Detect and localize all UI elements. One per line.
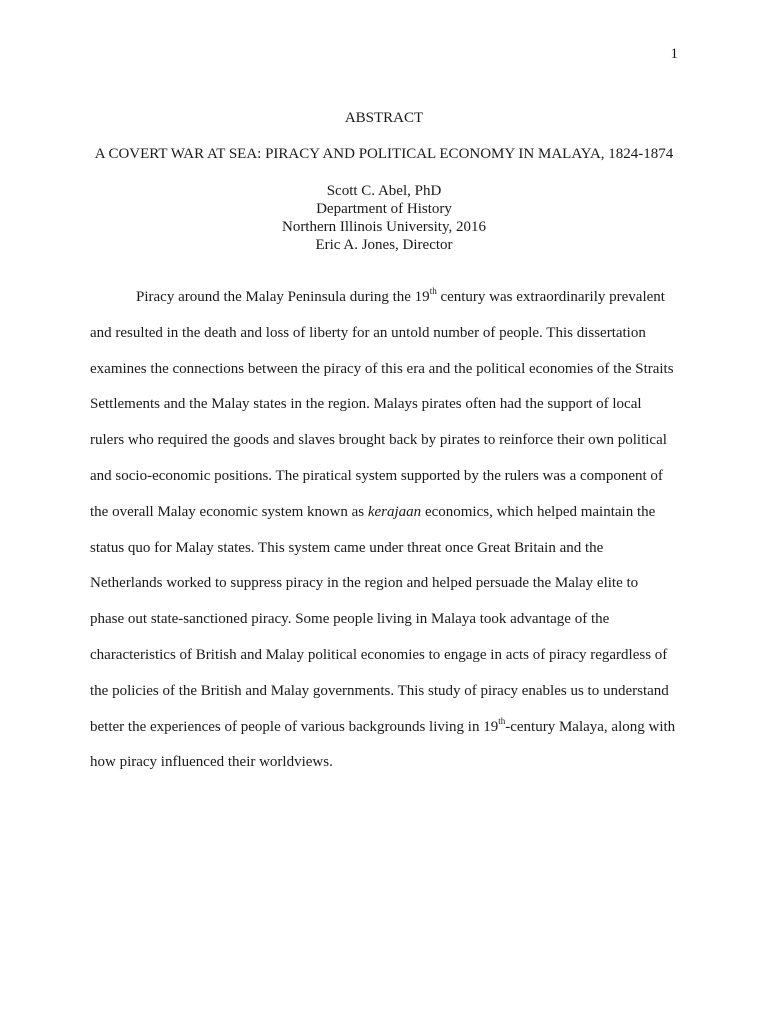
body-text: the overall Malay economic system known as xyxy=(90,503,368,520)
author-name: Scott C. Abel, PhD xyxy=(326,183,442,199)
body-line: status quo for Malay states. This system came under threat once Great Britain and the xyxy=(90,539,604,556)
body-line: Netherlands worked to suppress piracy in the region and helped persuade the Malay elite to xyxy=(90,575,639,592)
body-line xyxy=(90,710,678,746)
body-line xyxy=(90,495,678,531)
author-university: Northern Illinois University, 2016 xyxy=(281,219,486,235)
superscript: th xyxy=(429,286,437,296)
body-text: -century Malaya, along with xyxy=(505,718,676,735)
author-director: Eric A. Jones, Director xyxy=(315,237,453,253)
body-text: economics, which helped maintain the xyxy=(421,503,656,520)
body-line: examines the connections between the piracy of this era and the political economies of the Straits xyxy=(90,360,674,377)
italic-term: kerajaan xyxy=(367,503,422,520)
body-line: and resulted in the death and loss of liberty for an untold number of people. This dissertation xyxy=(90,324,646,341)
abstract-heading: ABSTRACT xyxy=(344,110,424,126)
body-line: the policies of the British and Malay governments. This study of piracy enables us to understand xyxy=(90,682,669,699)
superscript: th xyxy=(498,715,506,726)
body-line xyxy=(90,280,678,316)
body-line: Settlements and the Malay states in the region. Malays pirates often had the support of local xyxy=(90,396,642,413)
dissertation-title: A COVERT WAR AT SEA: PIRACY AND POLITICAL ECONOMY IN MALAYA, 1824-1874 xyxy=(94,146,674,162)
body-text: better the experiences of people of various backgrounds living in 19 xyxy=(90,718,499,735)
page-number: 1 xyxy=(670,46,678,62)
body-line: phase out state-sanctioned piracy. Some people living in Malaya took advantage of the xyxy=(90,611,610,628)
body-line: characteristics of British and Malay political economies to engage in acts of piracy regardless of xyxy=(90,646,668,663)
body-text: century was extraordinarily prevalent xyxy=(436,289,665,305)
body-text: Piracy around the Malay Peninsula during the 19 xyxy=(136,289,430,305)
body-line: and socio-economic positions. The piratical system supported by the rulers was a component of xyxy=(90,467,663,484)
body-line: rulers who required the goods and slaves brought back by pirates to reinforce their own political xyxy=(90,432,667,449)
body-line: how piracy influenced their worldviews. xyxy=(90,754,333,771)
abstract-body xyxy=(90,280,678,781)
author-department: Department of History xyxy=(316,201,452,217)
author-block xyxy=(0,182,768,254)
